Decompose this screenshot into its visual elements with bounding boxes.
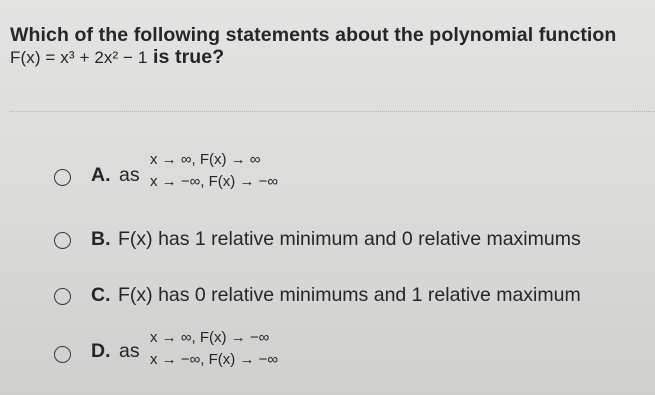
- function-expression: F(x) = x³ + 2x² − 1: [10, 48, 148, 67]
- option-d[interactable]: [0, 328, 655, 368]
- divider: [10, 111, 655, 112]
- option-b-text: F(x) has 1 relative minimum and 0 relative maximums: [118, 228, 581, 250]
- option-b[interactable]: [0, 225, 655, 265]
- radio-button-a[interactable]: [54, 169, 71, 186]
- option-a-limit-line-2: x → −∞, F(x) → −∞: [150, 173, 279, 190]
- option-a-prefix: as: [119, 164, 140, 186]
- option-d-limit-line-2: x → −∞, F(x) → −∞: [150, 351, 279, 368]
- option-c-letter: C.: [91, 284, 111, 306]
- radio-button-d[interactable]: [54, 346, 71, 363]
- question-text: [10, 24, 650, 69]
- option-a[interactable]: [0, 150, 655, 190]
- option-a-letter: A.: [91, 164, 111, 186]
- option-c[interactable]: [0, 281, 655, 321]
- radio-button-b[interactable]: [54, 232, 71, 249]
- option-a-limit-line-1: x → ∞, F(x) → ∞: [150, 151, 261, 168]
- question-stem: Which of the following statements about the polynomial function: [10, 24, 617, 46]
- question-stem-end: is true?: [153, 46, 225, 68]
- option-c-text: F(x) has 0 relative minimums and 1 relative maximum: [118, 284, 581, 306]
- option-b-letter: B.: [91, 228, 111, 250]
- option-d-prefix: as: [119, 340, 140, 362]
- option-d-limit-line-1: x → ∞, F(x) → −∞: [150, 329, 270, 346]
- option-d-letter: D.: [91, 340, 111, 362]
- radio-button-c[interactable]: [54, 288, 71, 305]
